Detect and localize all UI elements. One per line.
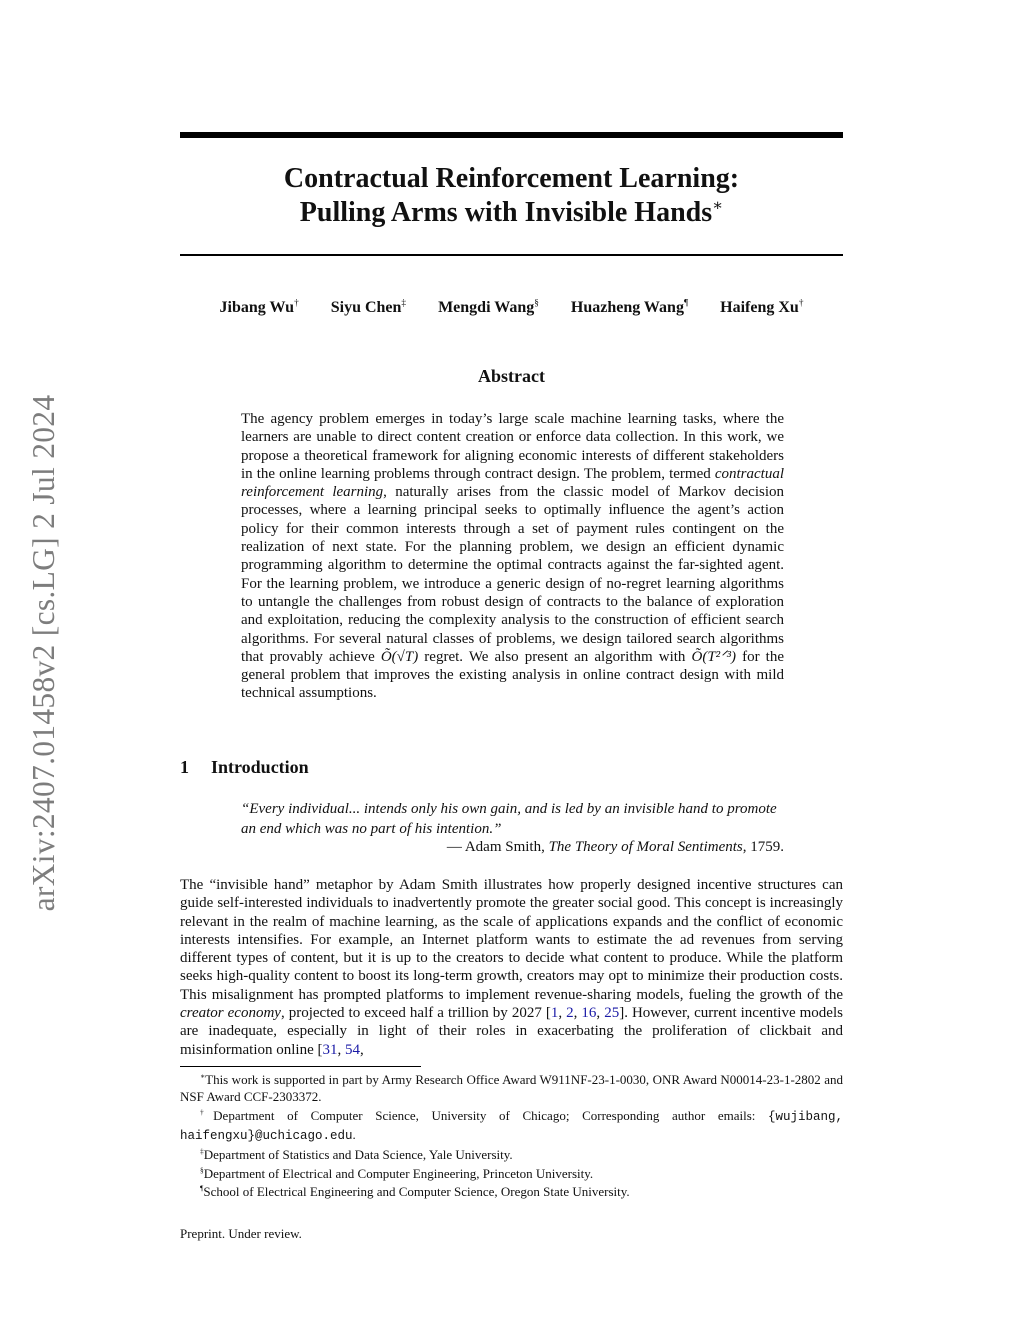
footnote-mark: ¶ [200, 1183, 204, 1193]
footnote-text: Department of Statistics and Data Science, Yale University. [203, 1147, 513, 1162]
author [438, 299, 539, 317]
attribution-author: — Adam Smith, [446, 839, 549, 855]
citation-link[interactable]: 1 [550, 1005, 559, 1022]
regret-bound-sqrt-t: Õ(√T) [380, 648, 419, 665]
footnote [180, 1146, 843, 1163]
body-text: ]. However, current incentive models are inadequate, especially in light of their roles in exacerbating the proliferation of clickbait and misinformation online [ [180, 1005, 843, 1058]
author-emails[interactable]: {wujibang, haifengxu}@uchicago.edu [180, 1109, 844, 1143]
footnote [180, 1165, 843, 1182]
regret-bound-t-two-thirds: Õ(T²ᐟ³) [691, 648, 737, 665]
section-heading [180, 757, 309, 778]
footnote-text: This work is supported in part by Army Research Office Award W911NF-23-1-0030, ONR Award N00014-23-1-2802 and NSF Award CCF-2303372. [180, 1072, 843, 1104]
title-line-1: Contractual Reinforcement Learning: [283, 163, 740, 194]
epigraph-attribution [447, 839, 784, 856]
footnote-mark: ∗ [200, 1071, 206, 1081]
citation-link[interactable]: 16 [581, 1005, 597, 1022]
author-name: Mengdi Wang [438, 299, 535, 316]
footnote-mark: § [200, 1165, 204, 1175]
epigraph-quote: “Every individual... intends only his own gain, and is led by an invisible hand to promote an end which was no part of his intention.” [241, 801, 777, 837]
abstract-text: , naturally arises from the classic model of Markov decision processes, where a learning principal seeks to optimally influence the agent’s action policy for their common interests through a set of payment rules contingent on the realization of next state. For the planning problem, we design an efficient dynamic programming algorithm to determine the optimal contracts against the far-sighted agent. For the learning problem, we introduce a generic design of no-regret learning algorithms to untangle the challenges from robust design of contracts to the balance of exploration and exploitation, reducing the complexity analysis to the construction of efficient search algorithms. For several natural classes of problems, we design tailored search algorithms that provably achieve [241, 484, 784, 665]
citation-link[interactable]: 54 [344, 1041, 360, 1058]
footnotes [180, 1071, 843, 1202]
attribution-year: , 1759. [742, 839, 784, 855]
footnote-rule [180, 1066, 421, 1067]
footnote-text: Department of Electrical and Computer Engineering, Princeton University. [203, 1165, 594, 1181]
body-text: , [359, 1041, 364, 1058]
author-name: Siyu Chen [330, 299, 402, 316]
paper-title [180, 162, 843, 230]
author-affiliation-mark: † [294, 298, 299, 309]
intro-paragraph: The “invisible hand” metaphor by Adam Smith illustrates how properly designed incentive structures can guide self-interested individuals to inadvertently promote the greater social good. This concept is increasingly relevant in the realm of machine learning, as the scale of applications expands and the conflict of economic interests intensifies. For example, an Internet platform wants to estimate the ad revenues from serving different types of content, but it is up to the creators to decide what content to produce. While the platform seeks high-quality content to boost its long-term growth, creators may opt to minimize their production costs. This misalignment has prompted platforms to implement revenue-sharing models, fueling the growth of the creator economy, projected to exceed half a trillion by 2027 [1, 2, 16, 25]. However, current incentive models are inadequate, especially in light of their roles in exacerbating the proliferation of clickbait and misinformation online [31, 54, [180, 877, 843, 1058]
body-text: The “invisible hand” metaphor by Adam Smith illustrates how properly designed incentive structures can guide self-interested individuals to inadvertently promote the greater social good. This concept is increasingly relevant in the realm of machine learning, as the scale of applications expands and the conflict of economic interests intensifies. For example, an Internet platform wants to estimate the ad revenues from serving different types of content, but it is up to the creators to decide what content to produce. While the platform seeks high-quality content to boost its long-term growth, creators may opt to minimize their production costs. This misalignment has prompted platforms to implement revenue-sharing models, fueling the growth of the [180, 877, 843, 1003]
body-emphasis: creator economy [180, 1005, 281, 1022]
footnote-text: School of Electrical Engineering and Computer Science, Oregon State University. [203, 1184, 630, 1199]
abstract-text: regret. We also present an algorithm with [418, 648, 692, 665]
citation-link[interactable]: 2 [566, 1005, 574, 1022]
author-affiliation-mark: ‡ [401, 298, 407, 309]
body-text: , projected to exceed half a trillion by 2027 [ [280, 1005, 551, 1022]
preprint-note: Preprint. Under review. [180, 1226, 302, 1241]
author [720, 299, 803, 317]
title-top-rule [180, 132, 843, 138]
abstract-text: for the general problem that improves the existing analysis in online contract design with mild technical assumptions. [241, 648, 784, 702]
citation-link[interactable]: 31 [322, 1041, 338, 1058]
title-bottom-rule [180, 254, 843, 256]
author-name: Jibang Wu [219, 299, 295, 316]
footnote-text: Department of Computer Science, University of Chicago; Corresponding author emails: [213, 1107, 768, 1123]
author [220, 299, 299, 317]
author-list [180, 299, 843, 317]
section-title: Introduction [211, 757, 309, 777]
author [571, 299, 688, 317]
footnote [180, 1183, 843, 1200]
citation-link[interactable]: 25 [604, 1005, 620, 1022]
section-number: 1 [180, 757, 189, 777]
footnote [180, 1071, 843, 1105]
footnote-text: . [352, 1126, 356, 1142]
footnote-mark: ‡ [200, 1146, 204, 1156]
abstract-term: contractual reinforcement learning [241, 465, 784, 501]
abstract-text: The agency problem emerges in today’s large scale machine learning tasks, where the learners are unable to direct content creation or enforce data collection. In this work, we propose a theoretical framework for aligning economic interests of different stakeholders in the online learning problems through contract design. The problem, termed [241, 411, 784, 482]
arxiv-identifier-text: arXiv:2407.01458v2 [cs.LG] 2 Jul 2024 [26, 394, 61, 911]
author-name: Huazheng Wang [570, 299, 684, 316]
author-affiliation-mark: † [798, 298, 804, 309]
title-line-2 [180, 196, 843, 230]
attribution-work: The Theory of Moral Sentiments [548, 839, 743, 855]
author-affiliation-mark: ¶ [683, 298, 689, 309]
author-name: Haifeng Xu [720, 299, 799, 316]
title-footnote-mark: ∗ [712, 196, 724, 215]
abstract-heading: Abstract [478, 366, 545, 386]
footnote-mark: † [200, 1107, 214, 1117]
abstract-body [241, 410, 784, 703]
author [331, 299, 406, 317]
footnote [180, 1107, 843, 1145]
title-line-2-text: Pulling Arms with Invisible Hands [299, 197, 713, 228]
arxiv-identifier [18, 375, 70, 930]
author-affiliation-mark: § [534, 298, 539, 309]
